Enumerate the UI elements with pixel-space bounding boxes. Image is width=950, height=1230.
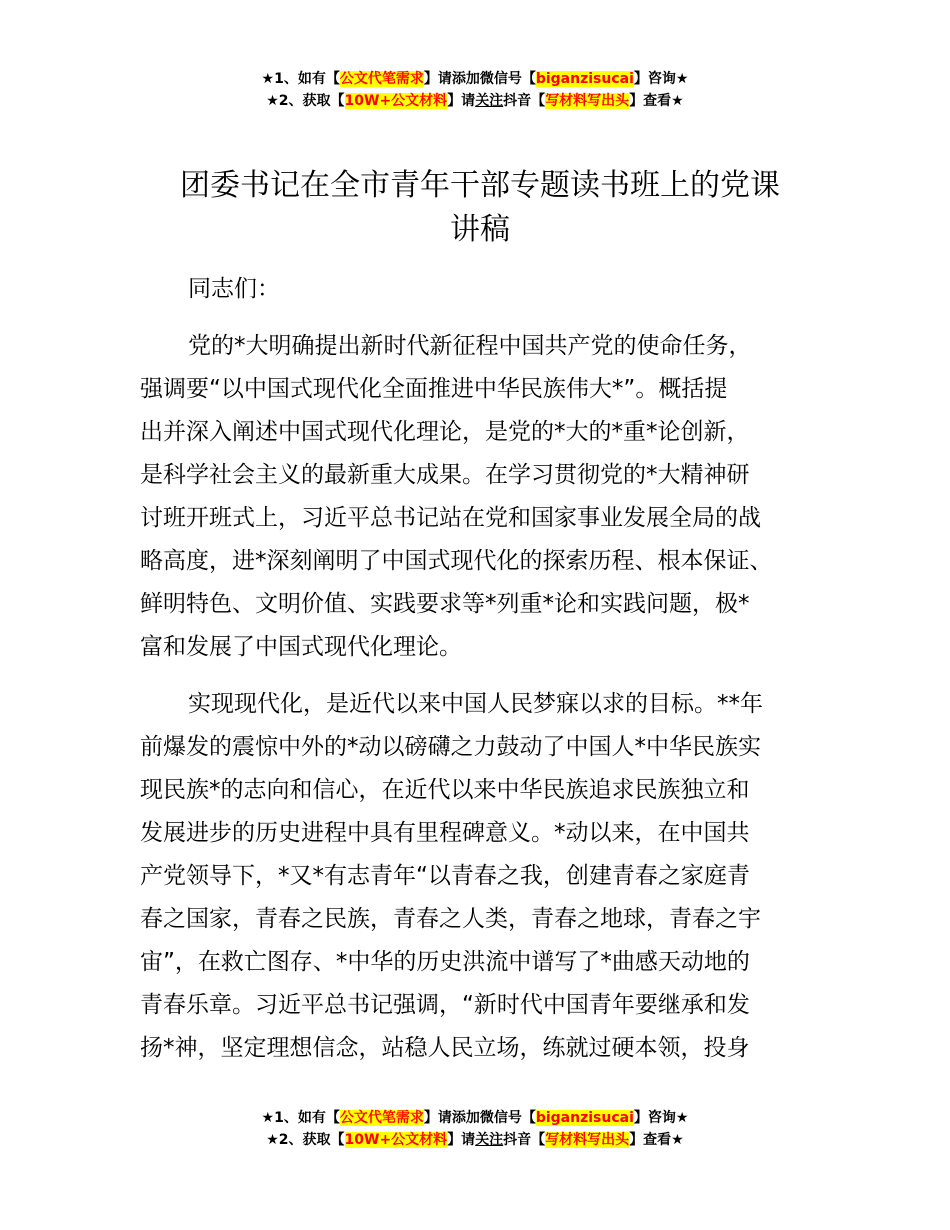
banner-text: 抖音【: [503, 93, 546, 109]
text-line: 现民族*的志向和信心，在近代以来中华民族追求民族独立和: [140, 777, 750, 803]
text-line: 富和发展了中国式现代化理论。: [140, 634, 462, 660]
banner-line-2: [0, 1129, 950, 1151]
banner-text: 】请添加微信号【: [423, 71, 536, 87]
footer-banner: [0, 1107, 950, 1151]
text-line: 前爆发的震惊中外的*动以磅礴之力鼓动了中国人*中华民族实: [140, 734, 761, 760]
banner-text: 】请添加微信号【: [423, 1110, 536, 1126]
paragraph-1: [140, 325, 820, 669]
banner-text: 】咨询★: [633, 1110, 689, 1126]
title-line: 讲稿: [450, 212, 510, 247]
document-title: [140, 164, 820, 252]
banner-text: 】查看★: [629, 1132, 684, 1148]
banner-text: 】请: [447, 1132, 476, 1148]
banner-text: ★1、如有【: [261, 1110, 340, 1126]
banner-underlined-text: 关注: [475, 1132, 504, 1148]
text-line: 产党领导下，*又*有志青年“以青春之我，创建青春之家庭青: [140, 863, 750, 889]
text-line: 讨班开班式上，习近平总书记站在党和国家事业发展全局的战: [140, 505, 761, 531]
banner-line-1: [0, 68, 950, 90]
text-line: 发展进步的历史进程中具有里程碑意义。*动以来，在中国共: [140, 820, 750, 846]
salutation: 同志们：: [188, 276, 280, 302]
banner-text: ★1、如有【: [261, 71, 340, 87]
banner-highlight: 公文代笔需求: [339, 1110, 424, 1126]
text-line: 宙”，在救亡图存、*中华的历史洪流中谱写了*曲感天动地的: [140, 949, 750, 975]
banner-underlined-text: 关注: [475, 93, 504, 109]
document-body: [140, 268, 820, 1070]
banner-highlight: 10W+公文材料: [344, 93, 448, 109]
text-line: 是科学社会主义的最新重大成果。在学习贯彻党的*大精神研: [140, 462, 750, 488]
banner-text: ★2、获取【: [266, 93, 345, 109]
text-line: 强调要“以中国式现代化全面推进中华民族伟大*”。概括提: [140, 376, 728, 402]
banner-highlight: 写材料写出头: [545, 1132, 630, 1148]
banner-highlight: 写材料写出头: [545, 93, 630, 109]
title-line: 团委书记在全市青年干部专题读书班上的党课: [180, 168, 780, 203]
banner-highlight: biganzisucai: [535, 1110, 634, 1126]
banner-highlight: 10W+公文材料: [344, 1132, 448, 1148]
banner-text: 】咨询★: [633, 71, 689, 87]
banner-line-1: [0, 1107, 950, 1129]
banner-text: 】请: [447, 93, 476, 109]
text-line: 出并深入阐述中国式现代化理论，是党的*大的*重*论创新，: [140, 419, 750, 445]
text-line: 青春乐章。习近平总书记强调，“新时代中国青年要继承和发: [140, 992, 750, 1018]
banner-highlight: 公文代笔需求: [339, 71, 424, 87]
text-line: 略高度，进*深刻阐明了中国式现代化的探索历程、根本保证、: [140, 548, 773, 574]
banner-text: ★2、获取【: [266, 1132, 345, 1148]
paragraph-2: [140, 683, 820, 1070]
banner-text: 】查看★: [629, 93, 684, 109]
banner-highlight: biganzisucai: [535, 71, 634, 87]
text-line: 鲜明特色、文明价值、实践要求等*列重*论和实践问题，极*: [140, 591, 750, 617]
text-line: 党的*大明确提出新时代新征程中国共产党的使命任务，: [188, 333, 752, 359]
text-line: 春之国家，青春之民族，青春之人类，青春之地球，青春之宇: [140, 906, 761, 932]
text-line: 扬*神，坚定理想信念，站稳人民立场，练就过硬本领，投身: [140, 1035, 750, 1061]
text-line: 实现现代化，是近代以来中国人民梦寐以求的目标。**年: [188, 691, 763, 717]
banner-text: 抖音【: [503, 1132, 546, 1148]
banner-line-2: [0, 90, 950, 112]
header-banner: [0, 68, 950, 112]
